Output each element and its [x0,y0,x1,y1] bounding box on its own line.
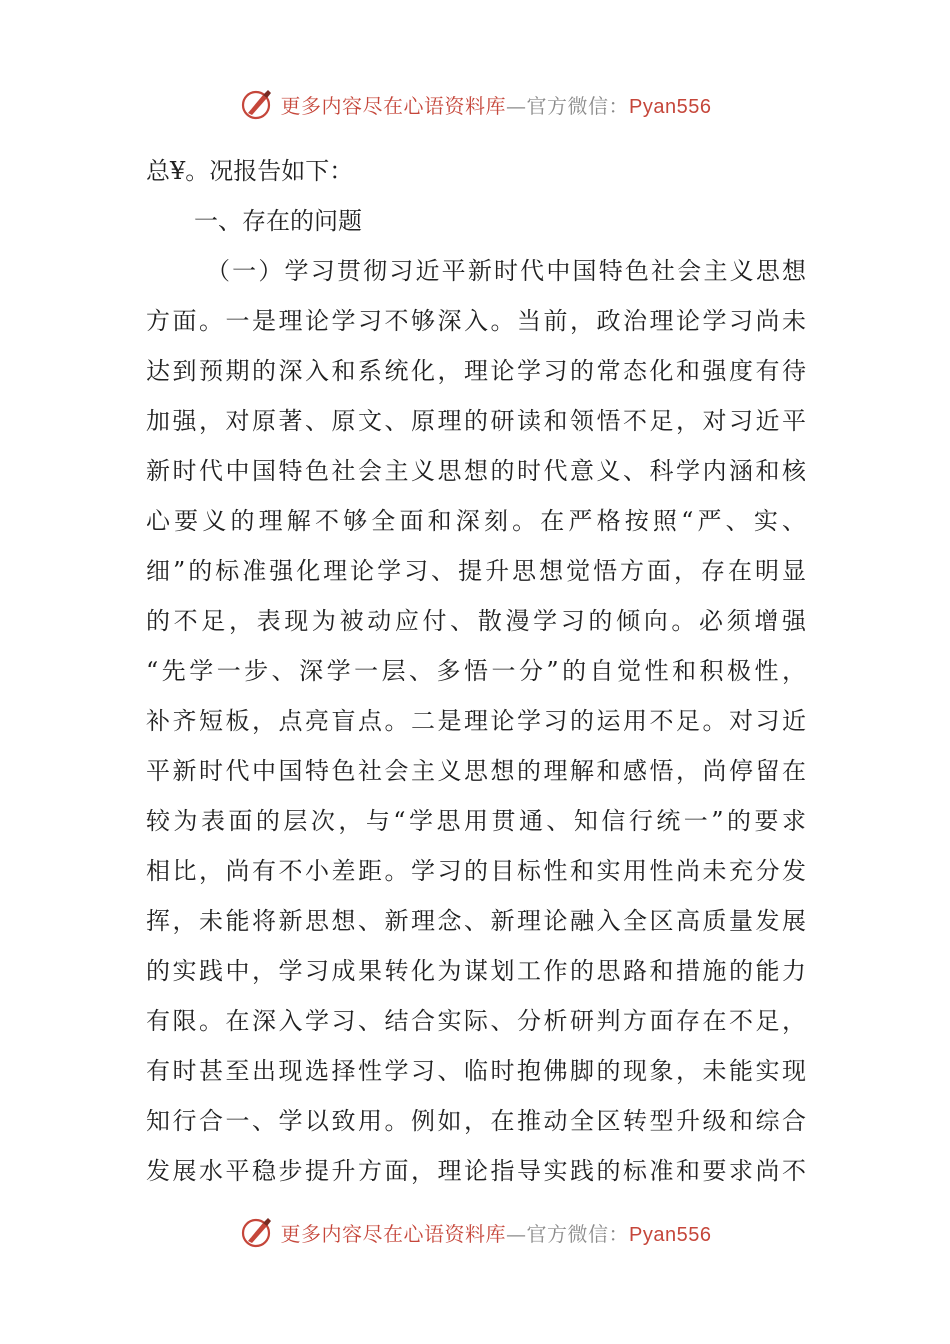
watermark-brand: 更多内容尽在心语资料库 [280,93,507,118]
text-line: 发展水平稳步提升方面，理论指导实践的标准和要求尚不 [146,1157,806,1185]
text-line: 平新时代中国特色社会主义思想的理解和感悟，尚停留在 [146,757,806,785]
text-line: 的实践中，学习成果转化为谋划工作的思路和措施的能力 [146,957,806,985]
text-line: 方面。一是理论学习不够深入。当前，政治理论学习尚未 [146,307,806,335]
text-line: 加强，对原著、原文、原理的研读和领悟不足，对习近平 [146,407,806,435]
text-line: 知行合一、学以致用。例如，在推动全区转型升级和综合 [146,1107,806,1135]
watermark-text [281,90,712,119]
footer-watermark [0,1212,950,1252]
text-line: （一）学习贯彻习近平新时代中国特色社会主义思想 [206,257,806,285]
watermark-wechat-id: Pyan556 [629,95,712,118]
watermark-dash: — [506,1221,527,1246]
text-line: “先学一步、深学一层、多悟一分”的自觉性和积极性， [146,657,806,685]
text-line: 有限。在深入学习、结合实际、分析研判方面存在不足， [146,1007,806,1035]
watermark-wechat-id: Pyan556 [629,1223,712,1246]
watermark-text [281,1218,712,1247]
pen-logo-icon [239,86,275,122]
text-line: 相比，尚有不小差距。学习的目标性和实用性尚未充分发 [146,857,806,885]
text-line: 一、存在的问题 [194,207,362,235]
text-line: 达到预期的深入和系统化，理论学习的常态化和强度有待 [146,357,806,385]
text-line: 新时代中国特色社会主义思想的时代意义、科学内涵和核 [146,457,806,485]
document-body [146,146,806,1196]
watermark-wechat-label: 官方微信： [526,1221,630,1246]
text-line: 挥，未能将新思想、新理念、新理论融入全区高质量发展 [146,907,806,935]
text-line: 细”的标准强化理论学习、提升思想觉悟方面，存在明显 [146,557,806,585]
text-line: 心要义的理解不够全面和深刻。在严格按照“严、实、 [146,507,806,535]
text-line: 补齐短板，点亮盲点。二是理论学习的运用不足。对习近 [146,707,806,735]
pen-logo-icon [239,1214,275,1250]
watermark-wechat-label: 官方微信： [526,93,630,118]
text-line: 总¥。况报告如下： [146,157,354,185]
text-line: 较为表面的层次，与“学思用贯通、知信行统一”的要求 [146,807,806,835]
text-line: 的不足，表现为被动应付、散漫学习的倾向。必须增强 [146,607,806,635]
header-watermark [0,84,950,124]
watermark-brand: 更多内容尽在心语资料库 [280,1221,507,1246]
text-line: 有时甚至出现选择性学习、临时抱佛脚的现象，未能实现 [146,1057,806,1085]
watermark-dash: — [506,93,527,118]
